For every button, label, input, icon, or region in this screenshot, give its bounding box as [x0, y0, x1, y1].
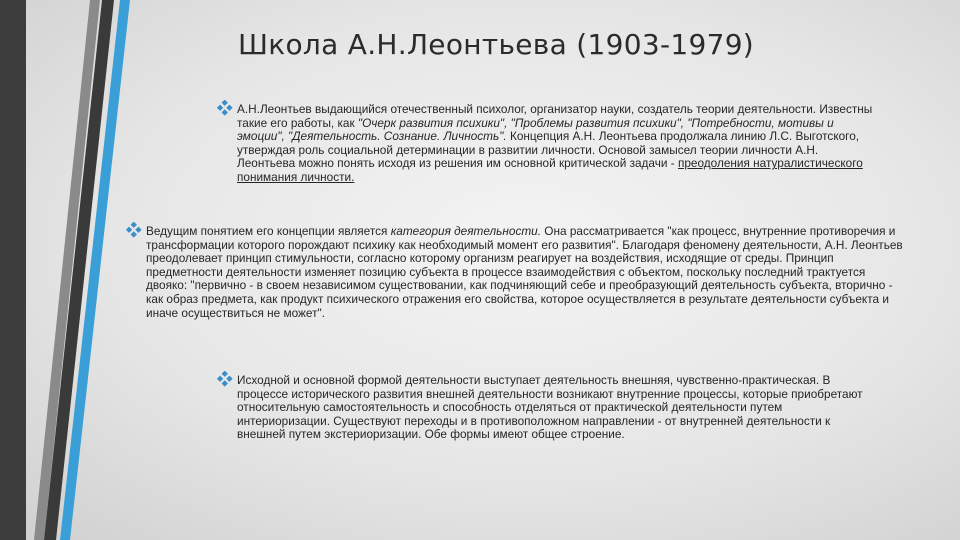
paragraph-activity-forms — [237, 374, 877, 442]
italic-term: категория деятельности. — [390, 224, 542, 238]
diamond-bullet-icon — [126, 222, 142, 238]
paragraph-text: Ведущим понятием его концепции является — [146, 224, 391, 238]
paragraph-leontiev-bio — [237, 103, 877, 185]
diamond-bullet-icon — [217, 371, 233, 387]
paragraph-text: Концепция А.Н. Леонтьева продолжала линию Л.С. Выготского, утверждая роль социальной детерминации в развитии личности. Основой замысел теории личности А.Н. Леонтьева можно понять исходя из решения им основной критической задачи - — [237, 129, 860, 171]
works-list-italic: "Очерк развития психики", "Проблемы развития психики", "Потребности, мотивы и эмоции", "Деятельность. Сознание. Личность". — [237, 115, 834, 144]
paragraph-activity-concept — [146, 225, 906, 320]
paragraph-text: Исходной и основной формой деятельности выступает деятельность внешняя, чувственно-практическая. В процессе исторического развития внешней деятельности возникают внутренние процессы, которые приобретают относительную самостоятельность и способность отделяться от практической деятельности путем интериоризации. Существуют переходы и в противоположном направлении - от внутренней деятельности к внешней путем экстериоризации. Обе формы имеют общее строение. — [237, 373, 863, 442]
underlined-phrase: преодоления натуралистического понимания личности. — [237, 156, 863, 184]
slide-title: Школа А.Н.Леонтьева (1903-1979) — [238, 28, 755, 61]
paragraph-text: Она рассматривается "как процесс, внутренние противоречия и трансформации которого порождают психику как необходимый момент его развития". Благодаря феномену деятельности, А.Н. Леонтьев преодолевает принцип стимульности, согласно которому организм реагирует на воздействия, исходящие от среды. Принцип предметности деятельности изменяет позицию субъекта в процессе взаимодействия с объектом, поскольку последний трактуется двояко: "первично - в своем независимом существовании, как подчиняющий себе и преобразующий деятельность субъекта, вторично - как образ предмета, как продукт психического отражения его свойства, которое осуществляется в результате деятельности субъекта и иначе осуществиться не может". — [146, 224, 903, 320]
paragraph-text: А.Н.Леонтьев выдающийся отечественный психолог, организатор науки, создатель теории деятельности. Известны такие его работы, как — [237, 102, 873, 130]
decorative-stripes — [0, 0, 140, 540]
diamond-bullet-icon — [217, 100, 233, 116]
